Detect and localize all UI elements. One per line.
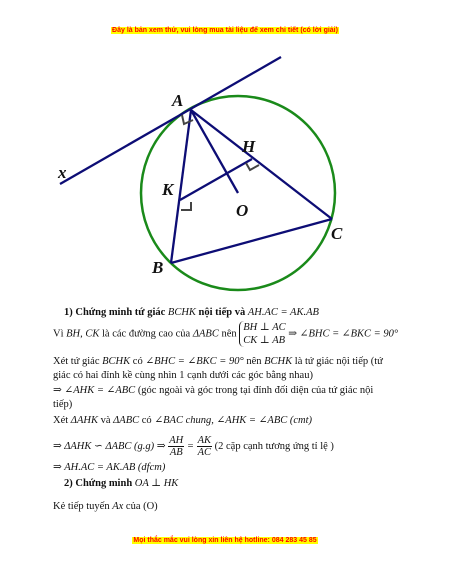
line-cyclic: Xét tứ giác BCHK có ∠BHC = ∠BKC = 90° nên BCHK là tứ giác nội tiếp (tứ: [53, 356, 383, 367]
right-angle-mark-a: [182, 115, 193, 124]
right-angle-mark-h: [246, 163, 259, 170]
label-x: x: [58, 163, 67, 182]
geometry-figure: [0, 50, 450, 300]
label-c: C: [331, 224, 343, 243]
section-2-heading: 2) Chứng minh OA ⊥ HK: [64, 478, 179, 489]
line-altitudes: Vì BH, CK là các đường cao của ΔABC nên BH ⊥ AC CK ⊥ AB ⇒ ∠BHC = ∠BKC = 90°: [53, 322, 399, 346]
line-cyclic-reason: giác có hai đỉnh kề cùng nhìn 1 cạnh dưới các góc bằng nhau): [53, 370, 313, 381]
label-h: H: [242, 137, 256, 156]
top-banner: Đây là bản xem thử, vui lòng mua tài liệu để xem chi tiết (có lời giải): [112, 27, 338, 34]
segment-hk: [180, 159, 252, 200]
label-k: K: [162, 180, 174, 199]
label-b: B: [152, 258, 164, 277]
line-angle-equal: ⇒ ∠AHK = ∠ABC (góc ngoài và góc trong tại đỉnh đối diện của tứ giác nội: [53, 385, 374, 396]
segment-bc: [171, 219, 332, 263]
line-similar: ⇒ ΔAHK ∽ ΔABC (g.g) ⇒ $\frac{AH}{AB}$ = $\frac{AK}{AC}$ (2 cặp cạnh tương ứng tỉ lệ ): [53, 435, 334, 458]
line-conclusion: ⇒ AH.AC = AK.AB (dfcm): [53, 462, 166, 473]
fraction-ak-ac: $\frac{AK}{AC}$: [197, 435, 211, 458]
section-1-heading: 1) Chứng minh tứ giác BCHK nội tiếp và AH.AC = AK.AB: [64, 307, 319, 318]
line-tangent: Kẻ tiếp tuyến Ax của (O): [53, 501, 158, 512]
segment-ab: [171, 110, 191, 263]
segment-ac: [191, 110, 332, 219]
line-angle-equal-end: tiếp): [53, 399, 73, 410]
line-triangles: Xét ΔAHK và ΔABC có ∠BAC chung, ∠AHK = ∠ABC (cmt): [53, 415, 313, 426]
fraction-ah-ab: $\frac{AH}{AB}$: [169, 435, 184, 458]
perpendicular-system: BH ⊥ AC CK ⊥ AB: [239, 321, 285, 347]
bottom-banner: Mọi thắc mắc vui lòng xin liên hệ hotline: 084 283 45 85: [133, 537, 317, 544]
label-a: A: [172, 91, 184, 110]
right-angle-mark-k: [181, 202, 191, 210]
label-o: O: [236, 201, 249, 220]
